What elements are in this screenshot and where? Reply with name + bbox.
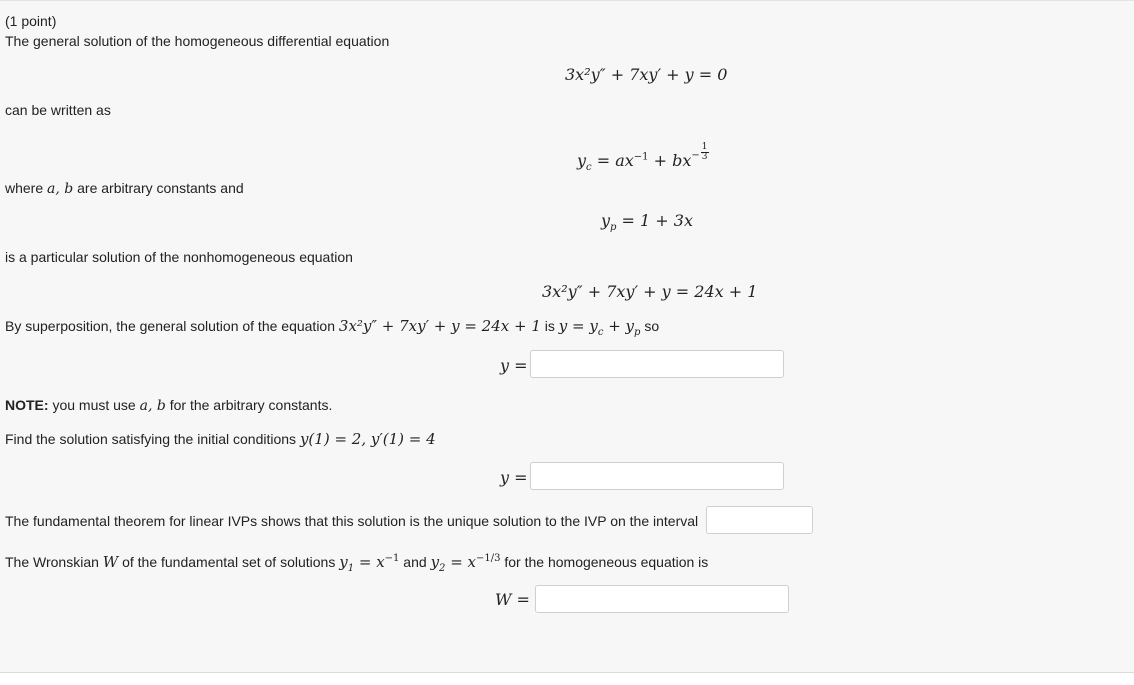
superposition-text: By superposition, the general solution of the equation 3x²y″ + 7xy′ + y = 24x + 1 is $y = y_c + y_p$ so [5, 317, 660, 338]
ivp-solution-label: y = [500, 468, 528, 487]
yp-equation: $y_p = 1 + 3x$ [601, 211, 693, 234]
wronskian-input[interactable] [535, 585, 789, 613]
particular-text: is a particular solution of the nonhomogeneous equation [5, 249, 353, 265]
theorem-text: The fundamental theorem for linear IVPs shows that this solution is the unique solution to the IVP on the interval [5, 513, 699, 529]
wronskian-label: W = [495, 590, 530, 609]
homogeneous-equation: 3x²y″ + 7xy′ + y = 0 [565, 65, 728, 84]
ivp-solution-input[interactable] [530, 462, 784, 490]
can-be-written-text: can be written as [5, 102, 111, 118]
intro-text: The general solution of the homogeneous differential equation [5, 33, 390, 49]
initial-conditions-text: Find the solution satisfying the initial conditions y(1) = 2, y′(1) = 4 [5, 430, 436, 448]
general-solution-input[interactable] [530, 350, 784, 378]
yc-equation: $y_c = ax^{-1} + bx^-$ $\frac{1}{3}$ [577, 142, 708, 174]
interval-input[interactable] [706, 506, 813, 534]
note-text: NOTE: you must use a, b for the arbitrary constants. [5, 397, 333, 414]
nonhomogeneous-equation: 3x²y″ + 7xy′ + y = 24x + 1 [542, 282, 758, 301]
points-label: (1 point) [5, 13, 57, 29]
wronskian-text: The Wronskian W of the fundamental set of solutions $y_1 = x^{-1}$ and $y_2 = x^{-1/3}$ for the homogeneous equation is [5, 553, 709, 574]
general-solution-label: y = [500, 356, 528, 375]
where-text: where a, b are arbitrary constants and [5, 180, 244, 197]
